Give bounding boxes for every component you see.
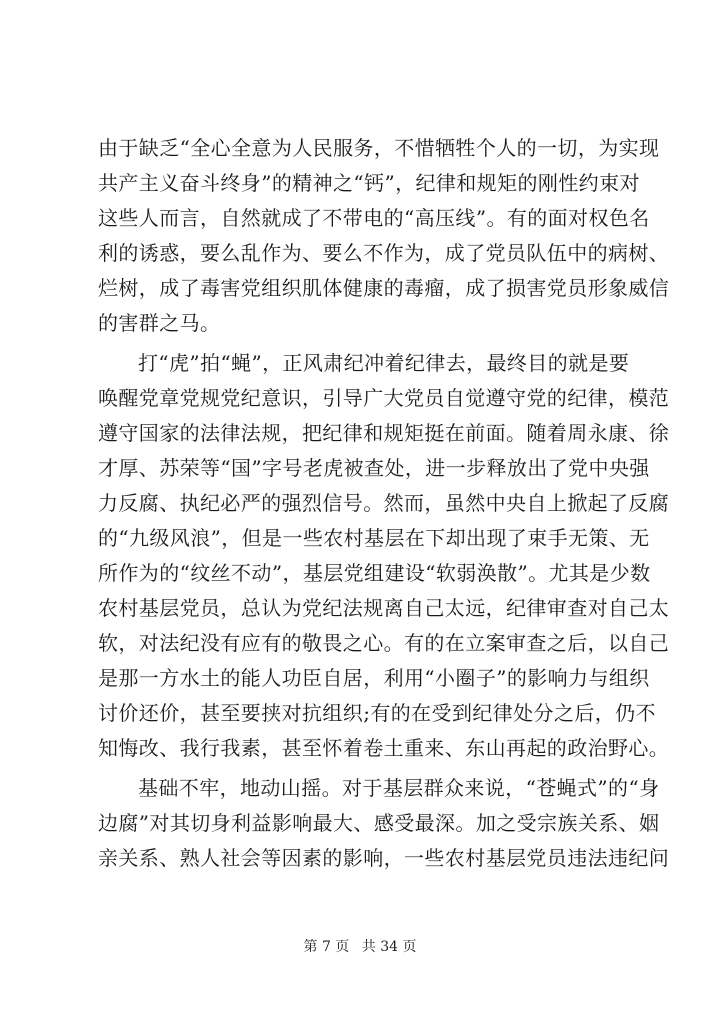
text-line: 由于缺乏“全心全意为人民服务，不惜牺牲个人的一切，为实现 xyxy=(98,136,660,160)
paragraph-2 xyxy=(98,346,670,766)
text-line: 的“九级风浪”，但是一些农村基层在下却出现了束手无策、无 xyxy=(98,526,650,550)
paragraph-1 xyxy=(98,131,670,341)
text-line: 这些人而言，自然就成了不带电的“高压线”。有的面对权色名 xyxy=(98,206,650,230)
text-line: 软，对法纪没有应有的敬畏之心。有的在立案审查之后，以自己 xyxy=(98,631,670,655)
text-line: 力反腐、执纪必严的强烈信号。然而，虽然中央自上掀起了反腐 xyxy=(98,491,670,515)
paragraph-3 xyxy=(98,771,670,876)
text-line: 的害群之马。 xyxy=(98,311,221,335)
text-line: 利的诱惑，要么乱作为、要么不作为，成了党员队伍中的病树、 xyxy=(98,241,670,265)
text-line: 才厚、苏荣等“国”字号老虎被查处，进一步释放出了党中央强 xyxy=(98,456,650,480)
text-line: 是那一方水土的能人功臣自居，利用“小圈子”的影响力与组织 xyxy=(98,666,650,690)
text-line: 遵守国家的法律法规，把纪律和规矩挺在前面。随着周永康、徐 xyxy=(98,421,670,445)
page-footer xyxy=(0,938,720,956)
text-line: 基础不牢，地动山摇。对于基层群众来说，“苍蝇式”的“身 xyxy=(138,776,660,800)
page-total: 共 34 页 xyxy=(361,939,417,955)
page-number: 第 7 页 xyxy=(303,939,350,955)
text-line: 亲关系、熟人社会等因素的影响，一些农村基层党员违法违纪问 xyxy=(98,846,670,870)
body-text xyxy=(98,131,670,876)
text-line: 知悔改、我行我素，甚至怀着卷土重来、东山再起的政治野心。 xyxy=(98,736,670,760)
text-line: 讨价还价，甚至要挟对抗组织;有的在受到纪律处分之后，仍不 xyxy=(98,701,656,725)
text-line: 烂树，成了毒害党组织肌体健康的毒瘤，成了损害党员形象威信 xyxy=(98,276,670,300)
text-line: 农村基层党员，总认为党纪法规离自己太远，纪律审查对自己太 xyxy=(98,596,670,620)
text-line: 所作为的“纹丝不动”，基层党组建设“软弱涣散”。尤其是少数 xyxy=(98,561,651,585)
text-line: 边腐”对其切身利益影响最大、感受最深。加之受宗族关系、姻 xyxy=(98,811,660,835)
text-line: 共产主义奋斗终身”的精神之“钙”，纪律和规矩的刚性约束对 xyxy=(98,171,640,195)
text-line: 打“虎”拍“蝇”，正风肃纪冲着纪律去，最终目的就是要 xyxy=(138,351,630,375)
text-line: 唤醒党章党规党纪意识，引导广大党员自觉遵守党的纪律，模范 xyxy=(98,386,670,410)
